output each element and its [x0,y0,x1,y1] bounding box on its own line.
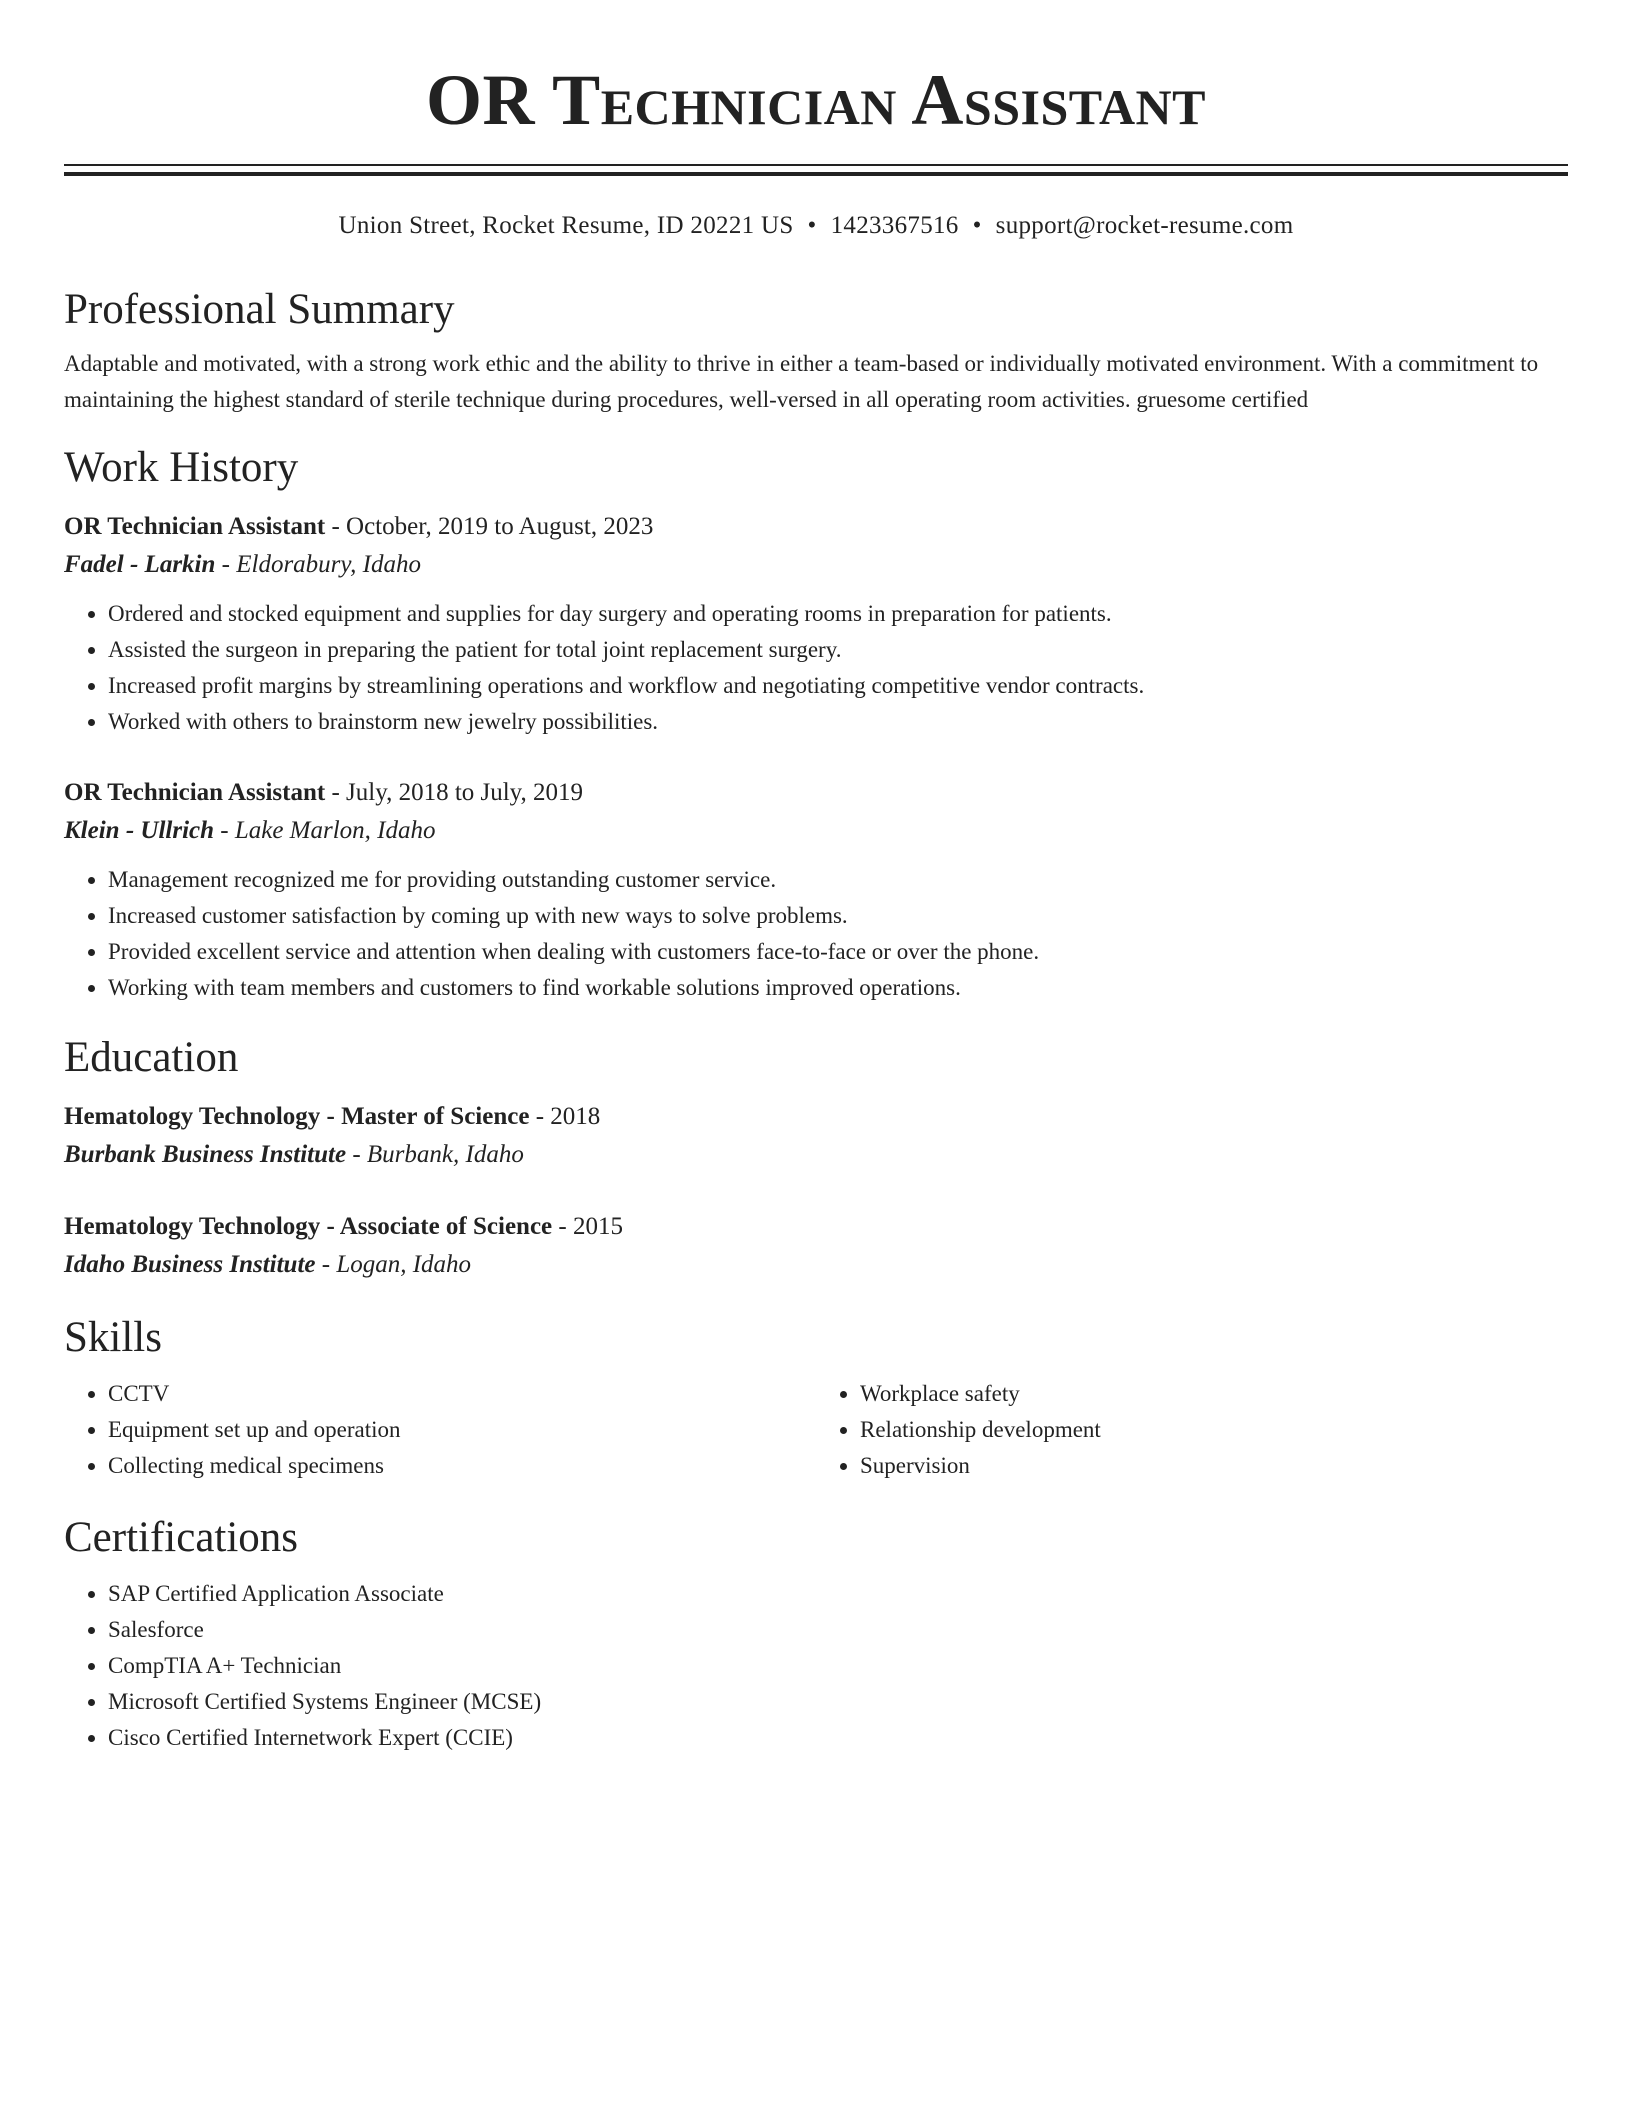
header-rule-thin [64,164,1568,166]
certification-item: • Microsoft Certified Systems Engineer (MCSE) [108,1684,1568,1720]
school-location: - Burbank, Idaho [346,1141,524,1168]
job-dates: - July, 2018 to July, 2019 [325,779,584,806]
school-location: - Logan, Idaho [315,1251,472,1278]
skills-heading: Skills [64,1314,162,1361]
skills-grid [64,1376,1568,1484]
job-location: - Lake Marlon, Idaho [214,817,436,844]
school-line [64,1246,1568,1284]
skill-item: • Supervision [860,1448,1568,1484]
contact-phone: 1423367516 [830,212,959,239]
job-company: Fadel - Larkin [64,551,216,578]
degree-line [64,1208,1568,1246]
school-name: Burbank Business Institute [64,1141,347,1168]
list-item: • Provided excellent service and attention when dealing with customers face-to-face or over the phone. [108,934,1568,970]
contact-separator: • [807,212,817,239]
resume-name: OR Technician Assistant [425,60,1207,140]
list-item: • Management recognized me for providing outstanding customer service. [108,862,1568,898]
job-company-line [64,812,1568,850]
school-name: Idaho Business Institute [64,1251,316,1278]
list-item: • Increased profit margins by streamlining operations and workflow and negotiating competitive vendor contracts. [108,668,1568,704]
skill-item: • Equipment set up and operation [108,1412,816,1448]
certifications-section [64,1512,1568,1756]
contact-email: support@rocket-resume.com [995,212,1294,239]
certification-item: • SAP Certified Application Associate [108,1576,1568,1612]
certification-item: • Salesforce [108,1612,1568,1648]
list-item: • Working with team members and customers to find workable solutions improved operations. [108,970,1568,1006]
skill-item: • Collecting medical specimens [108,1448,816,1484]
education-entry [64,1098,1568,1174]
job-company: Klein - Ullrich [64,817,215,844]
job-entry [64,508,1568,740]
job-title-line [64,508,1568,546]
certifications-list [64,1576,1568,1756]
list-item: • Assisted the surgeon in preparing the patient for total joint replacement surgery. [108,632,1568,668]
certifications-heading: Certifications [64,1514,299,1561]
certification-item: • CompTIA A+ Technician [108,1648,1568,1684]
list-item: • Increased customer satisfaction by coming up with new ways to solve problems. [108,898,1568,934]
certification-item: • Cisco Certified Internetwork Expert (CCIE) [108,1720,1568,1756]
job-dates: - October, 2019 to August, 2023 [325,513,654,540]
job-bullets [64,596,1568,740]
degree-year: - 2015 [552,1213,623,1240]
job-position: OR Technician Assistant [64,779,326,806]
summary-text: Adaptable and motivated, with a strong work ethic and the ability to thrive in either a team-based or individually motivated environment. With a commitment to maintaining the highest standard of sterile technique during procedures, well-versed in all operating room activities. gruesome certified [64,351,1539,412]
job-entry [64,774,1568,1006]
education-entry [64,1208,1568,1284]
job-company-line [64,546,1568,584]
job-bullets [64,862,1568,1006]
header-rule-thick [64,172,1568,176]
skills-column-left [64,1376,816,1484]
skills-section [64,1312,1568,1484]
skill-item: • CCTV [108,1376,816,1412]
skills-column-right [816,1376,1568,1484]
education-section [64,1032,1568,1284]
summary-heading: Professional Summary [64,286,455,333]
skill-item: • Workplace safety [860,1376,1568,1412]
education-heading: Education [64,1034,239,1081]
contact-address: Union Street, Rocket Resume, ID 20221 US [338,212,794,239]
work-history-section [64,442,1568,1006]
list-item: • Worked with others to brainstorm new jewelry possibilities. [108,704,1568,740]
contact-separator: • [972,212,982,239]
list-item: • Ordered and stocked equipment and supplies for day surgery and operating rooms in preparation for patients. [108,596,1568,632]
job-location: - Eldorabury, Idaho [215,551,421,578]
job-position: OR Technician Assistant [64,513,326,540]
summary-section [64,284,1568,418]
job-title-line [64,774,1568,812]
school-line [64,1136,1568,1174]
work-history-heading: Work History [64,444,299,491]
degree-name: Hematology Technology - Master of Science [64,1103,530,1130]
degree-name: Hematology Technology - Associate of Science [64,1213,553,1240]
contact-line [64,210,1568,242]
skill-item: • Relationship development [860,1412,1568,1448]
degree-year: - 2018 [529,1103,601,1130]
degree-line [64,1098,1568,1136]
